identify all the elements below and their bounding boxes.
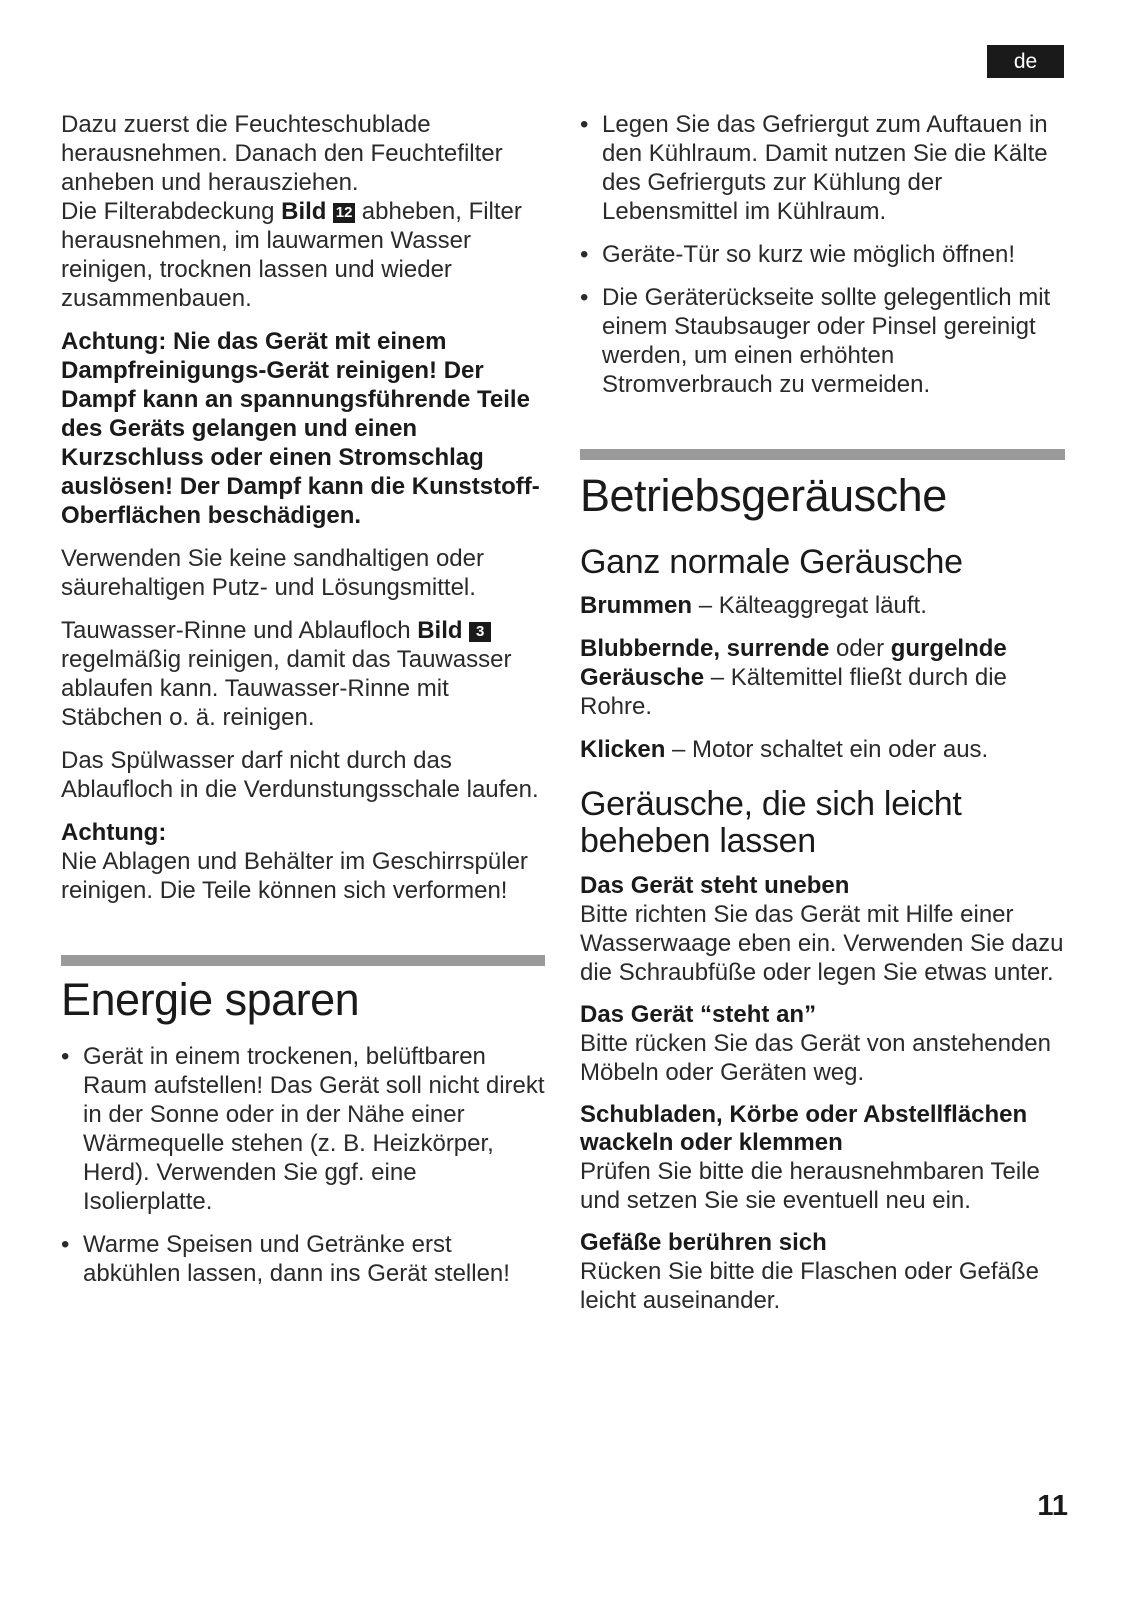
left-column [61,110,545,1288]
filter-cover-paragraph: Die Filterabdeckung Bild 12 abheben, Filter herausnehmen, im lauwarmen Wasser reinigen, trocknen lassen und wieder zusammenbauen. [61,198,522,312]
list-item: • Geräte-Tür so kurz wie möglich öffnen! [580,240,1065,269]
issue-heading: Das Gerät steht uneben [580,872,850,899]
operating-noises-title: Betriebsgeräusche [580,470,947,521]
steam-cleaner-warning: Achtung: Nie das Gerät mit einem Dampfreinigungs-Gerät reinigen! Der Dampf kann an spannungsführende Teile des Geräts gelangen und einen Kurzschluss oder einen Stromschlag auslösen! Der Dampf kann die Kunststoff- Oberflächen beschädigen. [61,328,540,529]
hum-noise-paragraph: Brummen – Kälteaggregat läuft. [580,592,927,619]
list-item: • Legen Sie das Gefriergut zum Auftauen in den Kühlraum. Damit nutzen Sie die Kälte des Gefrierguts zur Kühlung der Lebensmittel im Kühlraum. [580,110,1065,226]
issue-heading: Gefäße berühren sich [580,1229,827,1256]
list-item: • Die Geräterückseite sollte gelegentlich mit einem Staubsauger oder Pinsel gereinigt werden, um einen erhöhten Stromverbrauch zu vermeiden. [580,283,1065,399]
issue-text: Rücken Sie bitte die Flaschen oder Gefäße leicht auseinander. [580,1258,1039,1314]
issue-text: Prüfen Sie bitte die herausnehmbaren Teile und setzen Sie sie eventuell neu ein. [580,1158,1040,1214]
warning-label: Achtung: [61,819,167,846]
dishwasher-warning: Achtung: Nie Ablagen und Behälter im Geschirrspüler reinigen. Die Teile können sich verformen! [61,819,528,904]
issue-heading: Schubladen, Körbe oder Abstellflächen wackeln oder klemmen [580,1101,1028,1156]
right-column [580,110,1065,1315]
figure-ref-label: Bild [417,617,463,644]
energy-tips-list [61,1042,545,1288]
figure-ref-label: Bild [281,198,327,225]
list-item: • Warme Speisen und Getränke erst abkühlen lassen, dann ins Gerät stellen! [61,1230,545,1288]
list-item: • Gerät in einem trockenen, belüftbaren Raum aufstellen! Das Gerät soll nicht direkt in der Sonne oder in der Nähe einer Wärmequelle stehen (z. B. Heizkörper, Herd). Verwenden Sie ggf. eine Isolierplatte. [61,1042,545,1216]
bubbling-noise-paragraph: Blubbernde, surrende oder gurgelnde Geräusche – Kältemittel fließt durch die Rohre. [580,635,1007,720]
normal-noises-heading: Ganz normale Geräusche [580,543,963,581]
issue-text: Bitte rücken Sie das Gerät von anstehenden Möbeln oder Geräten weg. [580,1030,1051,1086]
click-noise-paragraph: Klicken – Motor schaltet ein oder aus. [580,736,989,763]
energy-tips-list-continued [580,110,1065,399]
filter-instruction-paragraph: Dazu zuerst die Feuchteschublade herausnehmen. Danach den Feuchtefilter anheben und herausziehen. [61,111,503,196]
language-badge: de [987,45,1064,78]
figure-number-badge: 12 [333,203,355,223]
issue-text: Bitte richten Sie das Gerät mit Hilfe einer Wasserwaage eben ein. Verwenden Sie dazu die Schraubfüße oder legen Sie etwas unter. [580,901,1064,986]
section-divider [580,449,1065,460]
drain-channel-paragraph: Tauwasser-Rinne und Ablaufloch Bild 3 regelmäßig reinigen, damit das Tauwasser ablaufen kann. Tauwasser-Rinne mit Stäbchen o. ä. reinigen. [61,617,512,731]
issue-heading: Das Gerät “steht an” [580,1001,817,1028]
section-divider [61,955,545,966]
fixable-noises-heading: Geräusche, die sich leicht beheben lassen [580,785,962,860]
energy-saving-title: Energie sparen [61,974,360,1025]
page-number: 11 [1037,1490,1068,1522]
rinse-water-paragraph: Das Spülwasser darf nicht durch das Ablaufloch in die Verdunstungsschale laufen. [61,747,539,803]
cleaning-agents-paragraph: Verwenden Sie keine sandhaltigen oder säurehaltigen Putz- und Lösungsmittel. [61,545,484,601]
figure-number-badge: 3 [469,622,491,642]
